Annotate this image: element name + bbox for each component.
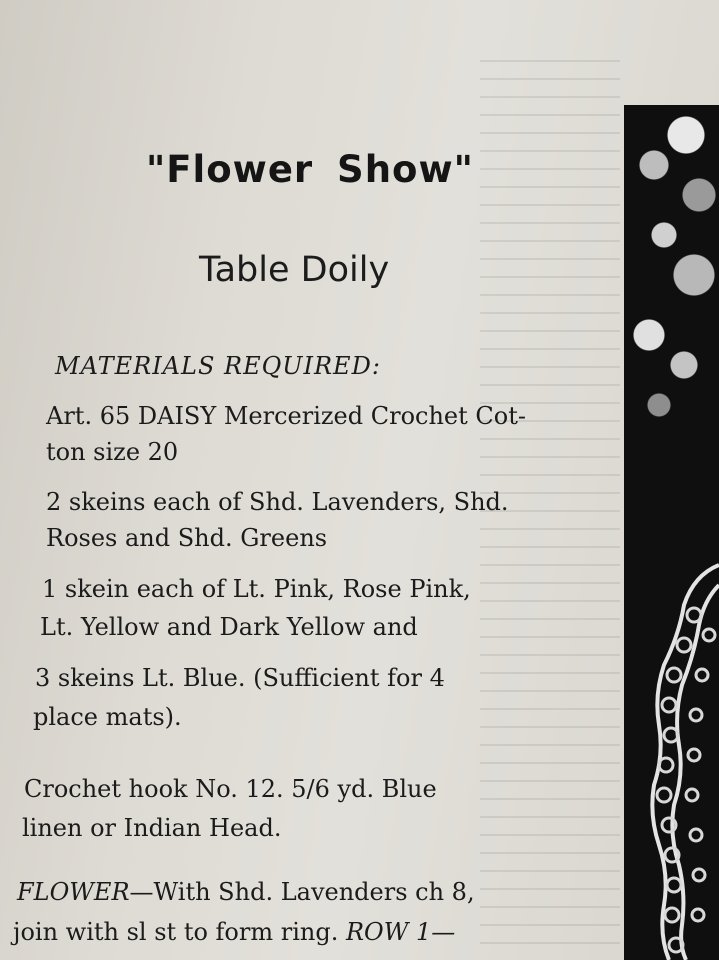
row-label: ROW 1—: [345, 918, 456, 946]
materials-line-1: Art. 65 DAISY Mercerized Crochet Cot-: [46, 402, 526, 430]
flower-instruction-text: —With Shd. Lavenders ch 8,: [129, 878, 475, 906]
materials-line-9: Crochet hook No. 12. 5/6 yd. Blue: [24, 775, 437, 803]
materials-line-8: place mats).: [33, 703, 182, 731]
flower-photo-region: [624, 105, 719, 465]
materials-line-7: 3 skeins Lt. Blue. (Sufficient for 4: [35, 664, 445, 692]
materials-line-6: Lt. Yellow and Dark Yellow and: [40, 613, 418, 641]
materials-line-3: 2 skeins each of Shd. Lavenders, Shd.: [46, 488, 509, 516]
materials-line-2: ton size 20: [46, 438, 179, 466]
materials-line-4: Roses and Shd. Greens: [46, 524, 328, 552]
flower-label: FLOWER: [17, 878, 130, 906]
pattern-subtitle: Table Doily: [199, 250, 390, 290]
doily-photo: [624, 105, 719, 960]
materials-heading: MATERIALS REQUIRED:: [55, 352, 381, 380]
crochet-lace-edge: [624, 545, 719, 960]
ring-instruction-text: join with sl st to form ring.: [13, 918, 346, 946]
instructions-line-2: [13, 918, 455, 946]
materials-line-10: linen or Indian Head.: [22, 814, 282, 842]
pattern-title: "Flower Show": [146, 148, 474, 191]
materials-line-5: 1 skein each of Lt. Pink, Rose Pink,: [42, 575, 471, 603]
instructions-line-1: [17, 878, 475, 906]
